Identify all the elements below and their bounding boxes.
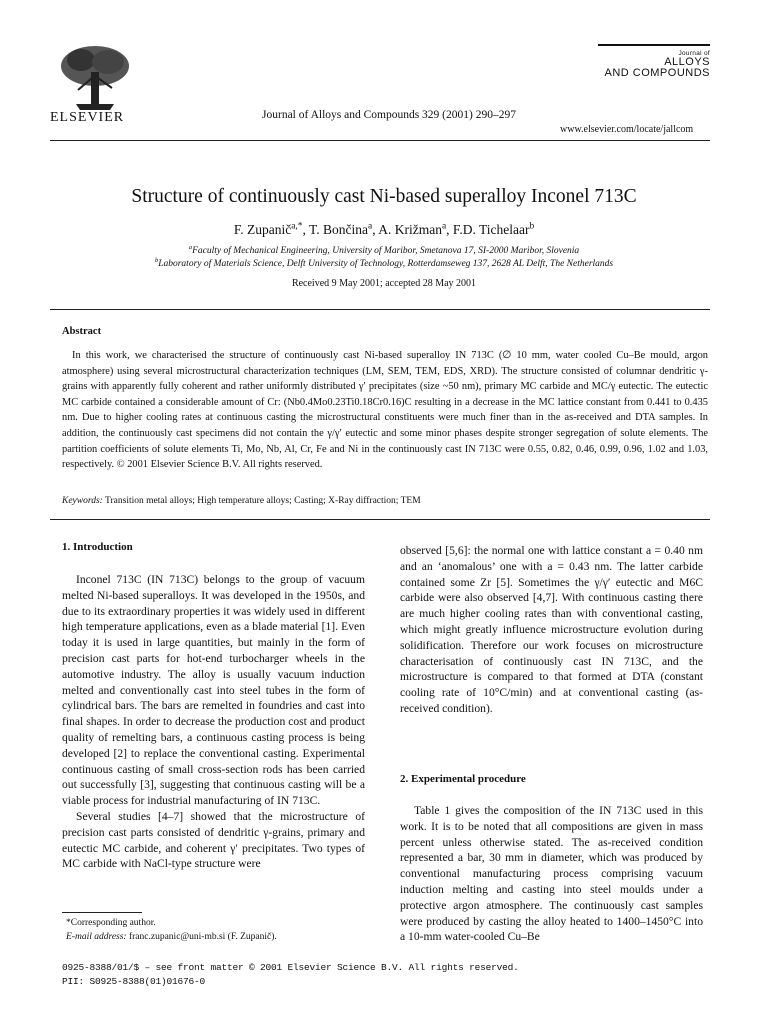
- author-aff: a: [441, 221, 447, 232]
- email-label: E-mail address:: [66, 932, 127, 942]
- logo-rule: [598, 44, 710, 46]
- logo-journal-of: Journal of: [678, 50, 710, 57]
- affiliation-b: [0, 256, 768, 269]
- email-address[interactable]: franc.zupanic@uni-mb.si (F. Zupanič).: [128, 932, 277, 942]
- corresponding-author: *Corresponding author.: [66, 918, 156, 928]
- author-name: A. Križman: [378, 222, 442, 237]
- section-heading-experimental: 2. Experimental procedure: [400, 773, 526, 785]
- affiliation-text: Faculty of Mechanical Engineering, University of Maribor, Smetanova 17, SI-2000 Maribor, Slovenia: [192, 246, 580, 256]
- affiliation-mark: a: [188, 243, 193, 251]
- affiliation-a: [0, 243, 768, 256]
- elsevier-tree-logo: [56, 42, 134, 112]
- logo-alloys: ALLOYS: [664, 56, 710, 68]
- paragraph: Table 1 gives the composition of the IN 713C used in this work. It is to be noted that all compositions are given in mass percent unless otherwise stated. The as-received condition represented a bar, 30 mm in diameter, which was produced by conventional manufacturing process comprising vacuum induction melting and casting into steel moulds under a protective argon atmosphere. The continuously cast samples were produced by casting the alloy heated to 1400–1450°C into a 10-mm water-cooled Cu–Be: [400, 804, 703, 944]
- keywords-label: Keywords:: [62, 496, 103, 506]
- author-aff: b: [529, 221, 535, 232]
- received-date: Received 9 May 2001; accepted 28 May 2001: [291, 278, 477, 289]
- author-aff: a: [368, 221, 373, 232]
- logo-and-compounds: AND COMPOUNDS: [604, 67, 710, 79]
- paragraph: Inconel 713C (IN 713C) belongs to the group of vacuum melted Ni-based superalloys. It was developed in the 1950s, and due to its extraordinary properties it was widely used in different high temperature applications, even as a blade material [1]. Even today it is used in large quantities, but mainly in the form of precision cast parts for hot-end turbocharger wheels in the automotive industry. The alloy is usually vacuum induction melted and conventionally cast into steel tubes in the form of cylindrical bars. The bars are remelted in foundries and cast into final shapes. In order to decrease the production cost and product quality of remelting bars, a continuous casting process is being developed [2] to replace the conventional casting. Experimental continuous casting of small cross-section rods has been carried out successfully [3], suggesting that continuous casting will be a viable process for industrial manufacturing of IN 713C.: [62, 573, 365, 808]
- affiliation-text: Laboratory of Materials Science, Delft University of Technology, Rotterdamseweg 137, 2628 AL Delft, The Netherlands: [158, 259, 614, 269]
- paragraph: Several studies [4–7] showed that the microstructure of precision cast parts consisted of dendritic γ-grains, primary and eutectic MC carbide, and coherent γ′ precipitates. Two types of MC carbide with NaCl-type structure were: [62, 809, 365, 871]
- article-title: Structure of continuously cast Ni-based superalloy Inconel 713C: [131, 186, 637, 207]
- publisher-name: ELSEVIER: [50, 110, 125, 125]
- abstract-heading: Abstract: [62, 326, 102, 337]
- author-name: T. Bončina: [309, 222, 369, 237]
- journal-url[interactable]: www.elsevier.com/locate/jallcom: [560, 124, 694, 135]
- pii-line: PII: S0925-8388(01)01676-0: [62, 975, 206, 987]
- journal-logo: [598, 44, 710, 79]
- header-divider: [50, 140, 710, 141]
- copyright-footer: [62, 961, 519, 988]
- footnote: [62, 916, 277, 944]
- author-list: F. Zupanič$^{a,*}$, T. Bončina$^a$, A. Križman$^a$, F.D. Tichelaar$^b$: [233, 221, 535, 237]
- keywords: [62, 496, 421, 506]
- journal-citation: Journal of Alloys and Compounds 329 (2001) 290–297: [262, 109, 516, 121]
- affiliation-mark: b: [154, 256, 159, 264]
- abstract-top-divider: [50, 309, 710, 310]
- abstract-bottom-divider: [50, 519, 710, 520]
- keywords-list: Transition metal alloys; High temperature alloys; Casting; X-Ray diffraction; TEM: [105, 496, 421, 506]
- front-matter-line: 0925-8388/01/$ – see front matter © 2001 Elsevier Science B.V. All rights reserved.: [62, 962, 519, 973]
- section-heading-introduction: 1. Introduction: [62, 541, 133, 553]
- column-right: [400, 543, 703, 717]
- author-name: F.D. Tichelaar: [452, 222, 530, 237]
- abstract-text: In this work, we characterised the structure of continuously cast Ni-based superalloy IN 713C (∅ 10 mm, water cooled Cu–Be mould, argon atmosphere) using several microstructural characterization techniques (LM, SEM, TEM, EDS, XRD). The structure consisted of columnar dendritic γ-grains with apparently fully coherent and rather uniformly distributed γ′ precipitates (size ~50 nm), primary MC carbide and MC/γ eutectic. The eutectic MC carbide contained a considerable amount of Cr: (Nb0.4Mo0.23Ti0.18Cr0.16)C resulting in a decrease in the MC lattice constant from 0.441 to 0.435 nm. Due to higher cooling rates at continuous casting the microstructural constituents were much finer than in the as-received and DTA samples. In addition, the continuously cast specimens did not contain the γ/γ′ eutectic and some minor phases despite stronger segregation of solute elements. The partition coefficients of solute elements Ti, Mo, Nb, Al, Cr, Fe and Ni in the continuously cast IN 713C were 0.55, 0.82, 0.46, 0.99, 0.96, 1.02 and 1.03, respectively. © 2001 Elsevier Science B.V. All rights reserved.: [62, 350, 708, 471]
- author-aff: a,*: [291, 221, 303, 232]
- column-left: [62, 572, 365, 872]
- author-name: F. Zupanič: [233, 222, 292, 237]
- footnote-rule: [62, 912, 142, 913]
- column-right-lower: [400, 803, 703, 945]
- paragraph: observed [5,6]: the normal one with lattice constant a = 0.40 nm and an ‘anomalous’ one with a = 0.43 nm. The latter carbide contained some Zr [5]. Sometimes the γ/γ′ eutectic and M6C carbide were also observed [4,7]. With continuous casting there are much higher cooling rates than with conventional casting, which might greatly influence microstructure evolution during solidification. Therefore our work focuses on microstructure characterisation of continuously cast IN 713C, and the microstructure is compared to that formed at DTA (constant cooling rate of 10°C/min) and at conventional casting (as-received condition).: [400, 544, 703, 715]
